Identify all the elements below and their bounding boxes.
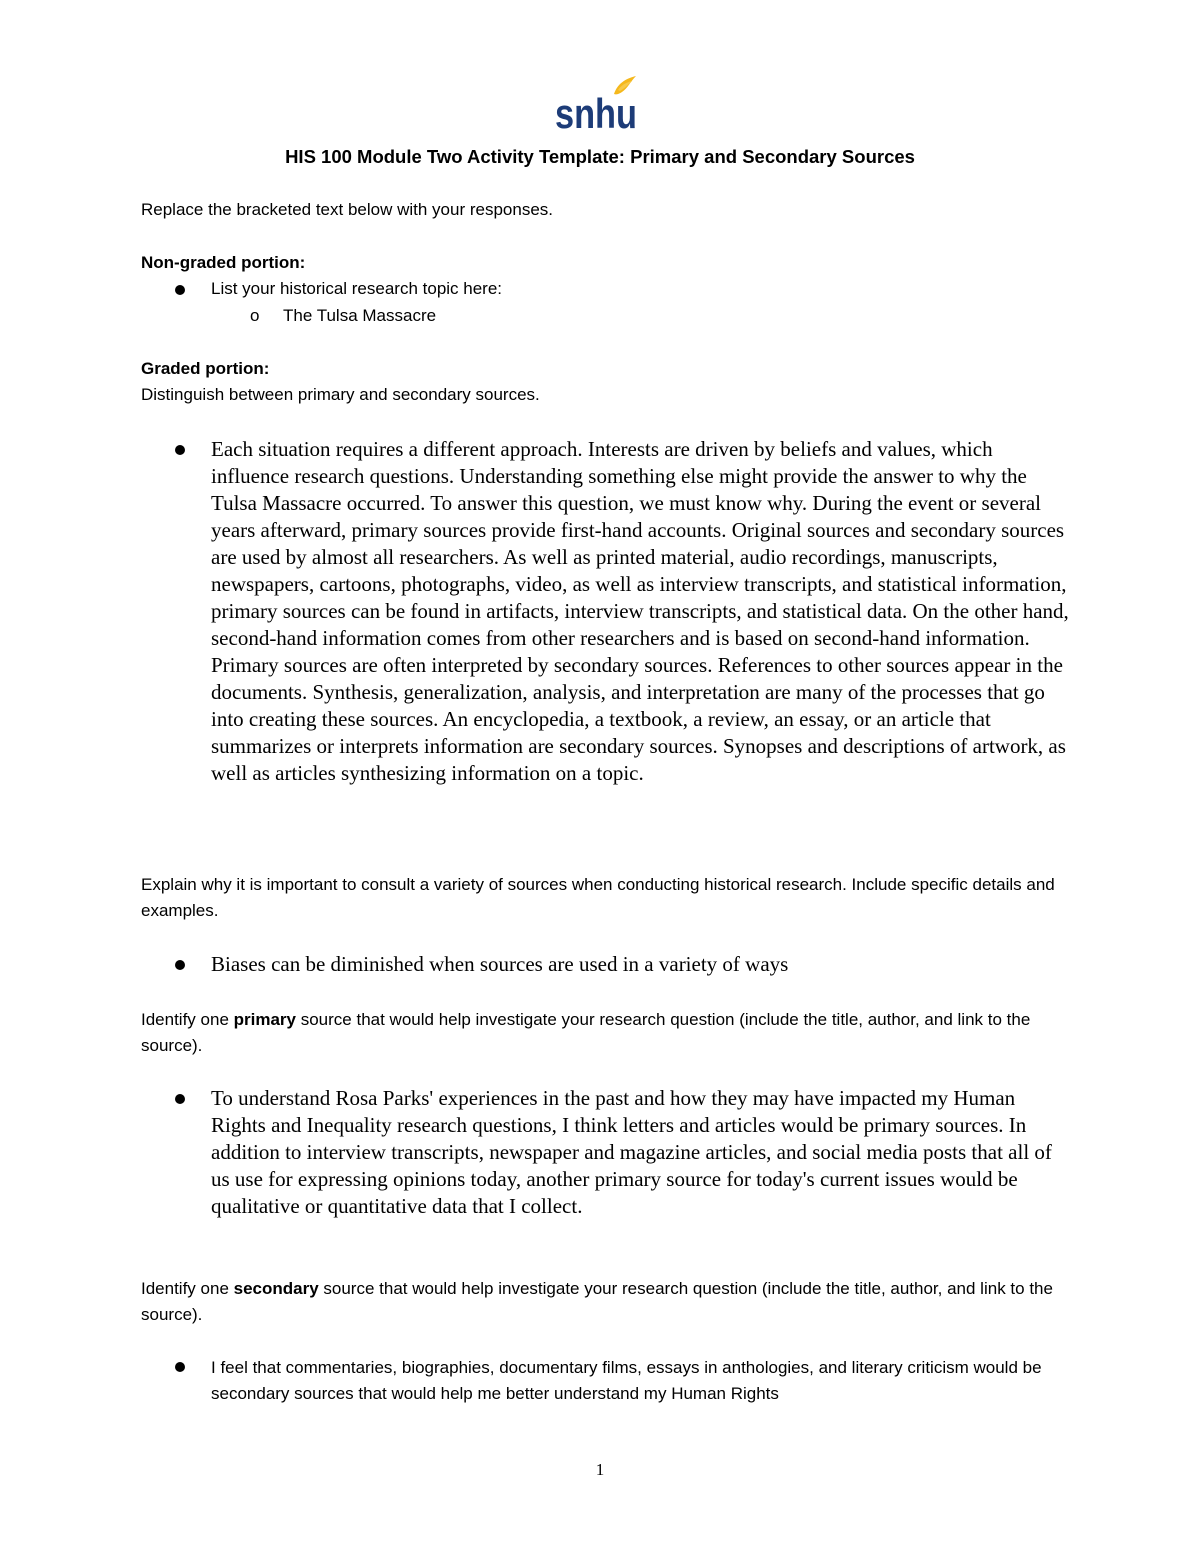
research-topic: The Tulsa Massacre [283, 306, 437, 325]
snhu-logo [552, 72, 642, 137]
answer-primary-source: To understand Rosa Parks' experiences in the past and how they may have impacted my Human Rights and Inequality research questions, I think letters and articles would be primary sources. In addition to interview transcripts, newspaper and magazine articles, and social media posts that all of us use for expressing opinions today, another primary source for today's current issues would be qualitative or quantitative data that I collect. [211, 1086, 1052, 1218]
document-title: HIS 100 Module Two Activity Template: Primary and Secondary Sources [285, 146, 915, 167]
secondary-emphasis: secondary [233, 1279, 319, 1298]
answer-distinguish: Each situation requires a different approach. Interests are driven by beliefs and values, which influence research questions. Understanding something else might provide the answer to why the Tulsa Massacre occurred. To answer this question, we must know why. During the event or several years afterward, primary sources provide first-hand accounts. Original sources and secondary sources are used by almost all researchers. As well as printed material, audio recordings, manuscripts, newspapers, cartoons, photographs, video, as well as interview transcripts, and statistical information, primary sources can be found in artifacts, interview transcripts, and statistical data. On the other hand, second-hand information comes from other researchers and is based on second-hand information. Primary sources are often interpreted by secondary sources. References to other sources appear in the documents. Synthesis, generalization, analysis, and interpretation are many of the processes that go into creating these sources. An encyclopedia, a textbook, a review, an essay, or an article that summarizes or interprets information are secondary sources. Synopses and descriptions of artwork, as well as articles synthesizing information on a topic. [211, 437, 1069, 785]
answer-variety: Biases can be diminished when sources are used in a variety of ways [211, 952, 789, 976]
topic-prompt: List your historical research topic here: [211, 279, 503, 298]
logo-text: snhu [555, 90, 637, 137]
bullet-icon [175, 1362, 185, 1372]
primary-emphasis: primary [233, 1010, 296, 1029]
instructions-text: Replace the bracketed text below with your responses. [141, 200, 554, 219]
bullet-icon [175, 445, 185, 455]
answer-secondary-source: I feel that commentaries, biographies, documentary films, essays in anthologies, and literary criticism would be secondary sources that would help me better understand my Human Rights [211, 1358, 1042, 1403]
bullet-icon [175, 960, 185, 970]
prompt-variety: Explain why it is important to consult a variety of sources when conducting historical research. Include specific details and examples. [141, 875, 1055, 920]
sub-bullet-marker: o [250, 306, 260, 325]
prompt-primary-source: Identify one primary source that would help investigate your research question (include the title, author, and link to the source). [141, 1010, 1031, 1055]
page-number: 1 [595, 1460, 605, 1479]
prompt-secondary-source: Identify one secondary source that would help investigate your research question (include the title, author, and link to the source). [141, 1279, 1053, 1324]
non-graded-heading: Non-graded portion: [141, 253, 306, 272]
bullet-icon [175, 285, 185, 295]
bullet-icon [175, 1094, 185, 1104]
graded-heading: Graded portion: [141, 359, 270, 378]
prompt-distinguish: Distinguish between primary and secondary sources. [141, 385, 540, 404]
